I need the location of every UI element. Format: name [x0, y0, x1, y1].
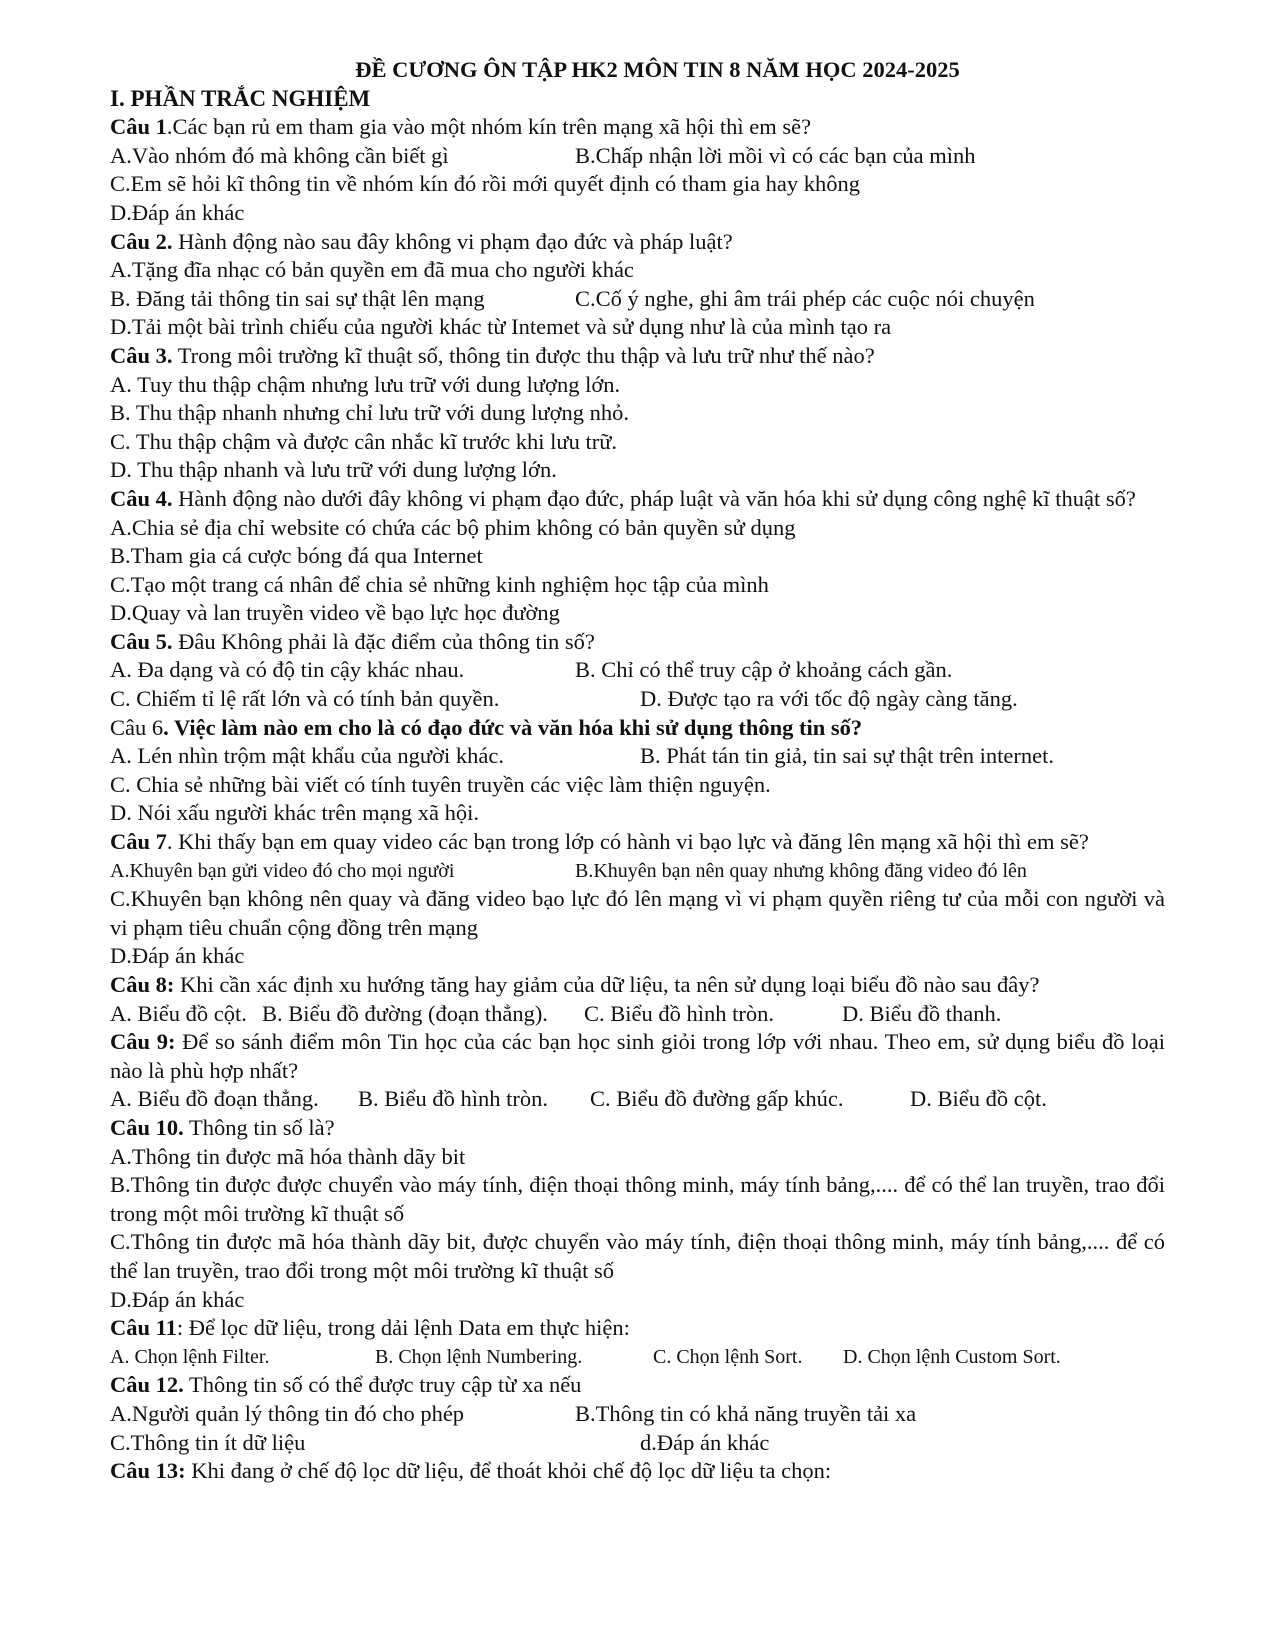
answer-d: D. Được tạo ra với tốc độ ngày càng tăng.	[640, 686, 1018, 712]
answer-c: C.Tạo một trang cá nhân để chia sẻ những kinh nghiệm học tập của mình	[110, 571, 769, 597]
question-12	[110, 1371, 1165, 1400]
answer-row	[110, 685, 1165, 714]
answer-a: A. Biểu đồ cột.	[110, 1000, 247, 1026]
question-label: Câu 7	[110, 829, 167, 855]
question-text: Thông tin số là?	[183, 1114, 335, 1140]
answer-a: A. Tuy thu thập chậm nhưng lưu trữ với dung lượng lớn.	[110, 371, 621, 397]
answer-c: C.Em sẽ hỏi kĩ thông tin về nhóm kín đó rồi mới quyết định có tham gia hay không	[110, 171, 860, 197]
answer-row	[110, 656, 1165, 685]
answer-row	[110, 742, 1165, 771]
answer-d: D.Đáp án khác	[110, 1286, 245, 1312]
answer-row	[110, 1000, 1165, 1029]
answer-d: D.Tải một bài trình chiếu của người khác từ Intemet và sử dụng như là của mình tạo ra	[110, 314, 892, 340]
answer-a: A.Thông tin được mã hóa thành dãy bit	[110, 1143, 466, 1169]
answer-c: C.Cố ý nghe, ghi âm trái phép các cuộc nói chuyện	[575, 285, 1035, 311]
question-1	[110, 113, 1165, 142]
question-text: Khi đang ở chế độ lọc dữ liệu, để thoát khỏi chế độ lọc dữ liệu ta chọn:	[185, 1458, 832, 1484]
answer-a: A.Người quản lý thông tin đó cho phép	[110, 1400, 465, 1426]
answer-row	[110, 142, 1165, 171]
answer-a: A. Biểu đồ đoạn thẳng.	[110, 1086, 319, 1112]
question-text: Thông tin số có thể được truy cập từ xa nếu	[183, 1372, 582, 1398]
section-heading: I. PHẦN TRẮC NGHIỆM	[110, 85, 371, 111]
answer-a: A.Khuyên bạn gửi video đó cho mọi người	[110, 859, 455, 882]
answer-row	[110, 1343, 1165, 1372]
answer-c: C.Khuyên bạn không nên quay và đăng video bạo lực đó lên mạng vì vi phạm quyền riêng tư của mỗi con người và vi phạm tiêu chuẩn cộng đồng trên mạng	[110, 886, 1165, 940]
answer-b: B.Thông tin có khả năng truyền tải xa	[575, 1400, 917, 1426]
question-11	[110, 1314, 1165, 1343]
question-text: Hành động nào sau đây không vi phạm đạo đức và pháp luật?	[172, 228, 733, 254]
answer-c: C. Chia sẻ những bài viết có tính tuyên truyền các việc làm thiện nguyện.	[110, 771, 771, 797]
question-label: Câu 12.	[110, 1372, 184, 1398]
answer-b: B.Chấp nhận lời mồi vì có các bạn của mình	[575, 142, 976, 168]
question-7	[110, 828, 1165, 857]
question-13	[110, 1457, 1165, 1486]
answer-c: C. Biểu đồ đường gấp khúc.	[590, 1086, 844, 1112]
answer-c: C. Chiếm tỉ lệ rất lớn và có tính bản quyền.	[110, 686, 500, 712]
question-text: : Để lọc dữ liệu, trong dải lệnh Data em thực hiện:	[176, 1315, 630, 1341]
question-label: Câu 4.	[110, 485, 173, 511]
answer-b: B.Khuyên bạn nên quay nhưng không đăng video đó lên	[575, 859, 1027, 882]
answer-d: D.Quay và lan truyền video về bạo lực học đường	[110, 600, 560, 626]
question-label: Câu 9:	[110, 1029, 176, 1055]
question-3	[110, 342, 1165, 371]
question-text: Hành động nào dưới đây không vi phạm đạo đức, pháp luật và văn hóa khi sử dụng công nghệ kĩ thuật số?	[172, 485, 1136, 511]
question-text: .Các bạn rủ em tham gia vào một nhóm kín trên mạng xã hội thì em sẽ?	[166, 114, 812, 140]
answer-b: B. Biểu đồ hình tròn.	[358, 1086, 548, 1112]
question-label: Câu 11	[110, 1315, 177, 1341]
answer-b: B. Biểu đồ đường (đoạn thẳng).	[262, 1000, 548, 1026]
answer-c: C.Thông tin được mã hóa thành dãy bit, được chuyển vào máy tính, điện thoại thông minh, máy tính bảng,.... để có thể lan truyền, trao đổi trong một môi trường kĩ thuật số	[110, 1229, 1165, 1283]
answer-row	[110, 1400, 1165, 1429]
answer-b: B.Thông tin được được chuyển vào máy tính, điện thoại thông minh, máy tính bảng,.... để có thể lan truyền, trao đổi trong một môi trường kĩ thuật số	[110, 1172, 1165, 1226]
question-label: Câu 8:	[110, 972, 175, 997]
answer-a: A.Vào nhóm đó mà không cần biết gì	[110, 142, 449, 168]
question-label: Câu 5.	[110, 628, 173, 654]
answer-a: A.Chia sẻ địa chỉ website có chứa các bộ phim không có bản quyền sử dụng	[110, 514, 796, 540]
answer-c: C. Chọn lệnh Sort.	[653, 1345, 803, 1368]
answer-d: D. Biểu đồ cột.	[910, 1086, 1047, 1112]
question-6	[110, 714, 1165, 743]
question-8	[110, 971, 1165, 1000]
question-label: Câu 2.	[110, 228, 173, 254]
answer-c: C. Thu thập chậm và được cân nhắc kĩ trước khi lưu trữ.	[110, 428, 618, 454]
answer-b: B.Tham gia cá cược bóng đá qua Internet	[110, 543, 483, 569]
question-label: Câu 1	[110, 114, 167, 140]
question-5	[110, 628, 1165, 657]
document-title: ĐỀ CƯƠNG ÔN TẬP HK2 MÔN TIN 8 NĂM HỌC 2024-2025	[355, 57, 960, 82]
answer-row	[110, 1429, 1165, 1458]
answer-d: D. Biểu đồ thanh.	[842, 1000, 1002, 1026]
answer-d: D.Đáp án khác	[110, 943, 245, 969]
answer-c: C. Biểu đồ hình tròn.	[584, 1000, 774, 1026]
answer-b: B. Phát tán tin giả, tin sai sự thật trên internet.	[640, 743, 1054, 769]
answer-b: B. Chỉ có thể truy cập ở khoảng cách gần.	[575, 657, 953, 683]
answer-a: A. Lén nhìn trộm mật khẩu của người khác.	[110, 743, 504, 769]
answer-a: A.Tặng đĩa nhạc có bản quyền em đã mua cho người khác	[110, 257, 634, 283]
question-label: Câu 3.	[110, 342, 173, 368]
question-4	[110, 485, 1165, 514]
question-label: Câu 6	[110, 714, 164, 740]
answer-b: B. Chọn lệnh Numbering.	[375, 1345, 583, 1368]
question-text: Khi cần xác định xu hướng tăng hay giảm của dữ liệu, ta nên sử dụng loại biểu đồ nào sau đây?	[174, 972, 1040, 997]
answer-d: D. Chọn lệnh Custom Sort.	[843, 1345, 1061, 1368]
question-9	[110, 1028, 1165, 1085]
answer-row	[110, 857, 1165, 886]
answer-a: A. Chọn lệnh Filter.	[110, 1345, 270, 1368]
question-text: Để so sánh điểm môn Tin học của các bạn học sinh giỏi trong lớp với nhau. Theo em, sử dụng biểu đồ loại nào là phù hợp nhất?	[110, 1029, 1165, 1083]
question-text: . Khi thấy bạn em quay video các bạn trong lớp có hành vi bạo lực và đăng lên mạng xã hội thì em sẽ?	[166, 829, 1089, 855]
answer-b: B. Đăng tải thông tin sai sự thật lên mạng	[110, 285, 485, 311]
answer-d: D.Đáp án khác	[110, 199, 245, 225]
question-label: Câu 13:	[110, 1458, 186, 1484]
question-text: Trong môi trường kĩ thuật số, thông tin được thu thập và lưu trữ như thế nào?	[172, 342, 875, 368]
question-text: Đâu Không phải là đặc điểm của thông tin số?	[172, 628, 595, 654]
answer-c: C.Thông tin ít dữ liệu	[110, 1429, 306, 1455]
question-text: . Việc làm nào em cho là có đạo đức và văn hóa khi sử dụng thông tin số?	[163, 714, 863, 740]
question-10	[110, 1114, 1165, 1143]
answer-a: A. Đa dạng và có độ tin cậy khác nhau.	[110, 657, 465, 683]
answer-d: D. Thu thập nhanh và lưu trữ với dung lượng lớn.	[110, 457, 557, 483]
question-label: Câu 10.	[110, 1114, 184, 1140]
question-2	[110, 228, 1165, 257]
answer-d: d.Đáp án khác	[640, 1429, 770, 1455]
answer-row	[110, 285, 1165, 314]
answer-row	[110, 1085, 1165, 1114]
answer-b: B. Thu thập nhanh nhưng chỉ lưu trữ với dung lượng nhỏ.	[110, 400, 630, 426]
answer-d: D. Nói xấu người khác trên mạng xã hội.	[110, 800, 480, 826]
